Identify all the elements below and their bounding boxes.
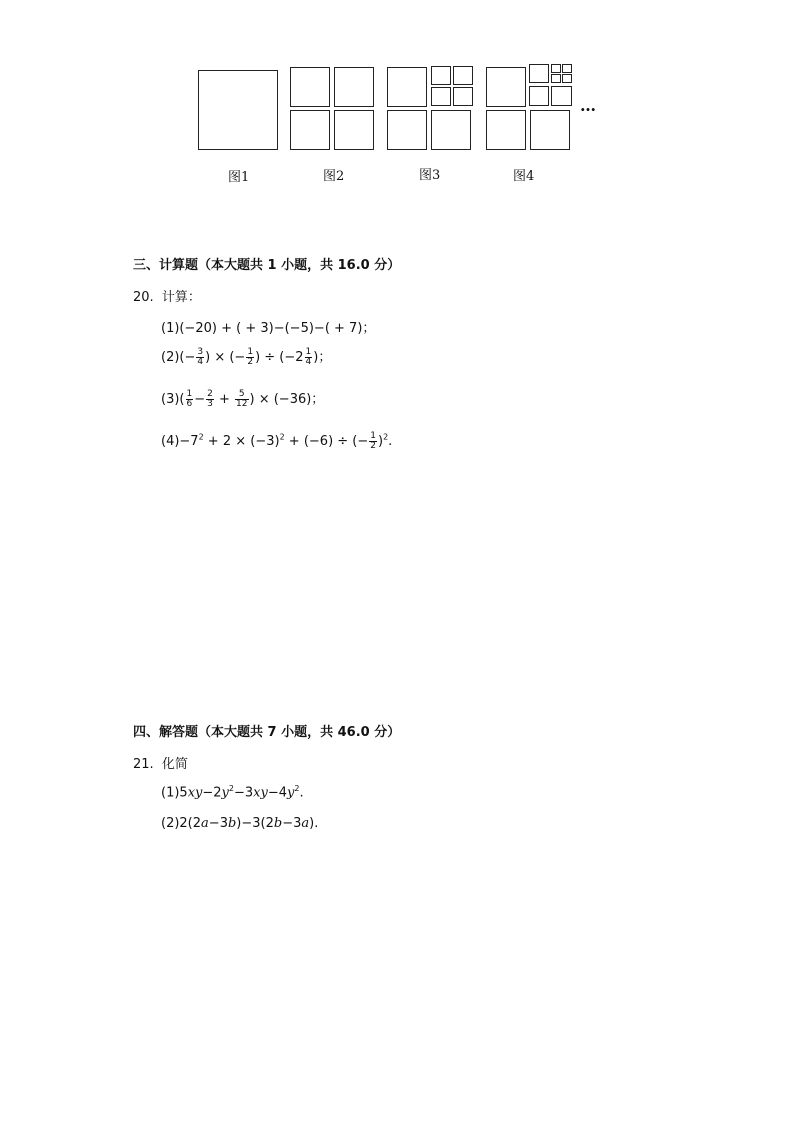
fig4-tiny-3 [551, 74, 561, 83]
frac-num: 1 [305, 347, 312, 357]
q20-p2-suffix: )； [313, 350, 332, 365]
frac-den: 12 [236, 399, 248, 409]
q20-p3-frac2 [206, 390, 214, 409]
fig3-square-tl [387, 67, 427, 107]
question-20-title: 计算： [161, 290, 201, 305]
fig3-small-4 [453, 87, 473, 106]
question-20-header [133, 286, 201, 305]
q21-p2-a: (2)2(2 [161, 816, 202, 831]
q21-p1-k: . [299, 785, 304, 801]
q21-p1-f: −3 [234, 785, 254, 801]
q20-p4-frac [369, 432, 377, 451]
q21-p1-i: y [287, 785, 295, 801]
frac-num: 5 [235, 390, 248, 400]
frac-den: 3 [207, 399, 213, 409]
fig4-small-1 [529, 64, 549, 83]
fig4-tiny-1 [551, 64, 561, 73]
fig4-small-3 [529, 86, 549, 106]
q20-p4-exp2: 2 [279, 432, 285, 442]
fig4-label: 图4 [513, 169, 535, 184]
frac-num: 2 [207, 389, 213, 399]
frac-num: 1 [247, 347, 254, 357]
q20-p4-suffix: . [388, 434, 393, 449]
q20-p3-op1: − [194, 392, 206, 407]
question-21-number: 21. [133, 757, 154, 772]
frac-num: 1 [370, 431, 376, 441]
question-20-number: 20. [133, 290, 154, 305]
q21-p1-d: y [221, 785, 229, 801]
q21-p2-c: −3 [208, 816, 228, 831]
q21-p1-e: 2 [228, 784, 234, 793]
fig3-small-1 [431, 66, 451, 85]
q21-p1-g: xy [253, 785, 268, 801]
q21-p1-j: 2 [294, 784, 300, 793]
q21-part1 [161, 784, 304, 800]
q20-part1: (1)(−20) + ( + 3)−(−5)−( + 7)； [161, 321, 376, 336]
fig1-label: 图1 [228, 170, 250, 185]
q20-p4-mid2: + (−6) ÷ (− [284, 434, 369, 449]
q20-p4-prefix: (4)−7 [161, 434, 199, 449]
q20-p3-suffix: ) × (−36)； [249, 392, 325, 407]
q21-p1-c: −2 [202, 785, 222, 801]
q21-p2-f: b [273, 816, 283, 831]
fig4-square-bl [486, 110, 526, 150]
fig3-small-2 [453, 66, 473, 85]
fig3-square-br [431, 110, 471, 150]
fig3-small-3 [431, 87, 451, 106]
q21-p1-a: (1)5 [161, 785, 188, 801]
fig1-square [198, 70, 278, 150]
q21-p1-h: −4 [267, 785, 288, 801]
frac-den: 2 [370, 441, 376, 451]
fig3-square-bl [387, 110, 427, 150]
frac-den: 4 [305, 357, 312, 367]
q21-part2 [161, 816, 318, 831]
q21-p2-g: −3 [282, 816, 302, 831]
question-21-title: 化简 [161, 757, 188, 772]
q20-part2 [161, 346, 331, 367]
frac-num: 3 [197, 347, 204, 357]
section3-heading: 三、计算题（本大题共 1 小题，共 16.0 分） [133, 258, 401, 273]
frac-den: 4 [197, 357, 204, 367]
q21-p1-b: xy [187, 785, 203, 801]
q20-part3 [161, 388, 324, 409]
frac-num: 1 [186, 389, 193, 399]
figure-ellipsis: … [580, 96, 596, 115]
q20-p2-frac2 [246, 348, 254, 367]
fig4-square-tl [486, 67, 526, 107]
q20-p2-prefix: (2)(− [161, 350, 196, 365]
fig4-tiny-4 [562, 74, 572, 83]
q20-p2-frac3 [305, 348, 313, 367]
q20-p3-op2: + [214, 392, 235, 407]
fig2-square-br [334, 110, 374, 150]
q21-p2-h: a [301, 816, 310, 831]
q21-p2-i: ). [309, 816, 319, 831]
question-21-header [133, 753, 188, 772]
fig3-label: 图3 [419, 168, 441, 183]
q20-p4-mid1: + 2 × (−3) [203, 434, 280, 449]
fig2-square-tl [290, 67, 330, 107]
fig4-square-br [530, 110, 570, 150]
q20-p3-frac1 [186, 390, 194, 409]
q20-p4-exp3: 2 [383, 432, 389, 442]
fig4-tiny-2 [562, 64, 572, 73]
q20-p2-mid2: ) ÷ (−2 [255, 350, 304, 365]
q21-p2-e: )−3(2 [236, 816, 274, 831]
q21-p2-b: a [201, 816, 209, 831]
q20-p3-prefix: (3)( [161, 392, 185, 407]
fig2-label: 图2 [323, 169, 345, 184]
fig2-square-tr [334, 67, 374, 107]
q20-p3-frac3 [235, 390, 248, 409]
frac-den: 6 [186, 399, 193, 409]
section4-heading: 四、解答题（本大题共 7 小题，共 46.0 分） [133, 725, 401, 740]
frac-den: 2 [247, 357, 254, 367]
q21-p2-d: b [227, 816, 237, 831]
q20-p4-close: ) [378, 434, 384, 449]
q20-p2-frac1 [196, 348, 204, 367]
q20-p2-mid1: ) × (− [205, 350, 246, 365]
q20-part4 [161, 432, 392, 451]
fig2-square-bl [290, 110, 330, 150]
fig4-small-4 [551, 86, 572, 106]
q20-p4-exp1: 2 [198, 432, 204, 442]
